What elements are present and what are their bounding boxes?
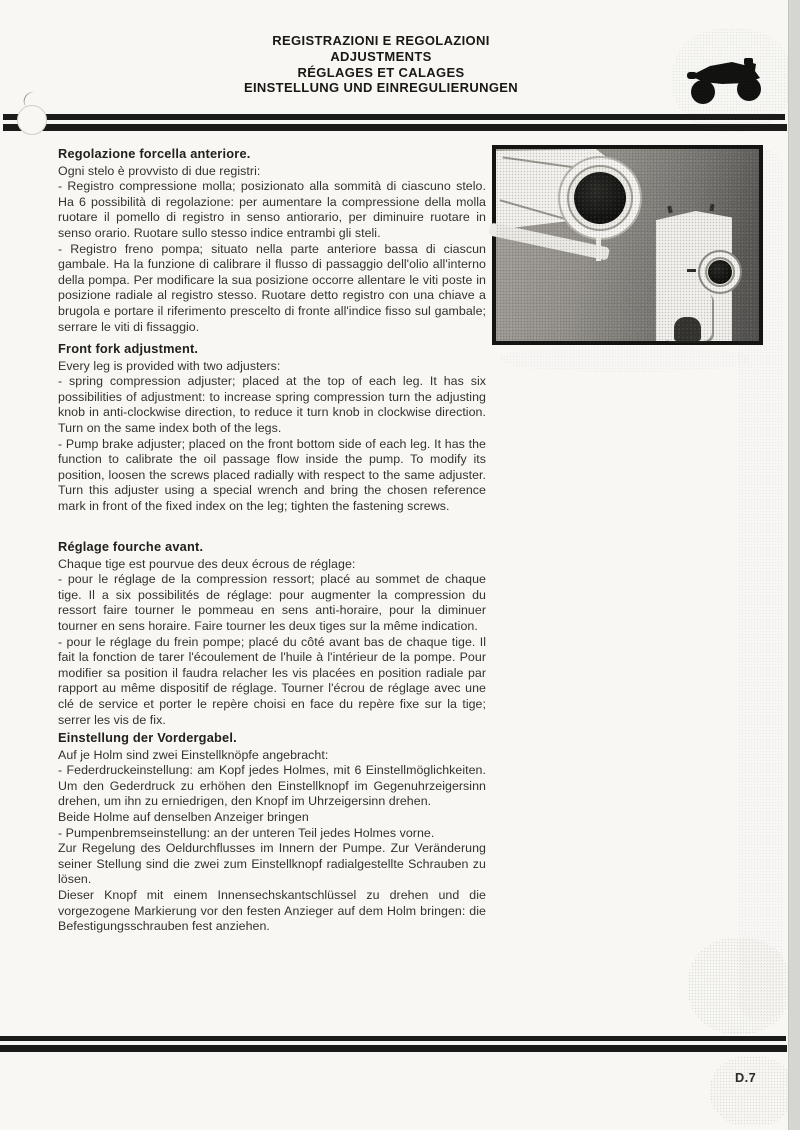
bottom-rule-upper [0, 1036, 786, 1041]
paragraph: - Registro compressione molla; posizionato alla sommità di ciascuno stelo. Ha 6 possibilità di regolazione: per aumentare la compressione della molla ruotare il pomello di registro in senso antiorario, per diminuire ruotare in senso orario. Ruotare sullo stesso indice entrambi gli steli. [58, 179, 486, 240]
header-title-italian: REGISTRAZIONI E REGOLAZIONI [272, 33, 490, 48]
page-header [0, 33, 762, 96]
section-german [58, 730, 486, 935]
top-rule-lower [3, 124, 787, 131]
paragraph: Chaque tige est pourvue des deux écrous de réglage: [58, 556, 356, 571]
paragraph: Ogni stelo è provvisto di due registri: [58, 163, 261, 178]
front-fork-adjusters-photo [492, 145, 763, 345]
page-number: D.7 [735, 1070, 757, 1085]
paragraph: Every leg is provided with two adjusters: [58, 358, 281, 373]
section-title-german: Einstellung der Vordergabel. [58, 730, 237, 745]
paragraph: - Registro freno pompa; situato nella parte anteriore bassa di ciascun gambale. Ha la funzione di calibrare il flusso di passaggio dell'olio all'interno della pompa. Per modificare la sua posizione occorre allentare le viti poste in posizione radiale al registro stesso. Ruotare detto registro con una chiave a brugola e portare il riferimento prescelto di fronte all'indice fisso sul gambale; serrare le viti di fissaggio. [58, 241, 486, 334]
paragraph: - Federdruckeinstellung: am Kopf jedes Holmes, mit 6 Einstellmöglichkeiten. Um den Gederdruck zu erhöhen den Einstellknopf im Gegenuhrzeigersinn drehen, um ihn zu erniedrigen, den Knopf im Uhrzeigersinn drehen. [58, 763, 486, 809]
paragraph: - spring compression adjuster; placed at the top of each leg. It has six possibilities of adjustment: to increase spring compression turn the adjusting knob in anti-clockwise direction, to reduce it turn knob in clockwise direction. Turn on the same index both of the legs. [58, 374, 486, 435]
section-english [58, 341, 486, 515]
header-title-german: EINSTELLUNG UND EINREGULIERUNGEN [243, 80, 519, 96]
header-title-french: RÉGLAGES ET CALAGES [297, 64, 465, 80]
paragraph: - Pump brake adjuster; placed on the front bottom side of each leg. It has the function to calibrate the oil passage flow inside the pump. To modify its position, loosen the screws placed radially with respect to the same adjuster. Turn this adjuster using a special wrench and bring the chosen reference mark in front of the fixed index on the leg; tighten the fastening screws. [58, 436, 486, 513]
scan-noise [710, 1056, 794, 1126]
top-rule-upper [3, 114, 785, 120]
paragraph: Beide Holme auf denselben Anzeiger bringen [58, 809, 309, 824]
section-title-french: Réglage fourche avant. [58, 539, 204, 554]
scan-edge [788, 0, 800, 1130]
paragraph: - Pumpenbremseinstellung: an der unteren Teil jedes Holmes vorne. [58, 825, 435, 840]
bottom-rule-lower [0, 1045, 787, 1052]
scan-noise [738, 150, 784, 1020]
paragraph: - pour le réglage du frein pompe; placé du côté avant bas de chaque tige. Il fait la fonction de tarer l'écoulement de l'huile à l'intérieur de la pompe. Pour modifier sa position il faudra relacher les vis placées en position radiale par rapport au même dispositif de réglage. Tourner l'écrou de réglage avec une clé de service et porter le repère choisi en face du repère fixe sur la tige; serrer les vis de fix. [58, 634, 486, 727]
section-french [58, 539, 486, 728]
paragraph: Dieser Knopf mit einem Innensechskantschlüssel zu drehen und die vorgezogene Markierung vor den festen Anzieger auf dem Holm bringen: die Befestigungsschrauben fest anziehen. [58, 887, 486, 934]
header-title-english: ADJUSTMENTS [330, 48, 432, 64]
paragraph: Zur Regelung des Oeldurchflusses im Innern der Pumpe. Zur Veränderung seiner Stellung sind die zwei zum Einstellknopf radialgestellte Schrauben zu lösen. [58, 841, 486, 887]
scan-noise [672, 28, 792, 132]
photo-grain-overlay [496, 149, 759, 341]
paragraph: - pour le réglage de la compression ressort; placé au sommet de chaque tige. Il a six possibilités de réglage: pour augmenter la compression du ressort faire tourner le pommeau en sens anti-horaire, pour la diminuer tourner en sens horaire. Faire tourner les deux tiges sur la même indication. [58, 572, 486, 633]
paragraph: Auf je Holm sind zwei Einstellknöpfe angebracht: [58, 747, 329, 762]
section-italian [58, 146, 486, 335]
section-title-english: Front fork adjustment. [58, 341, 199, 356]
scan-noise [500, 346, 750, 372]
scan-noise [688, 938, 790, 1034]
section-title-italian: Regolazione forcella anteriore. [58, 146, 251, 161]
